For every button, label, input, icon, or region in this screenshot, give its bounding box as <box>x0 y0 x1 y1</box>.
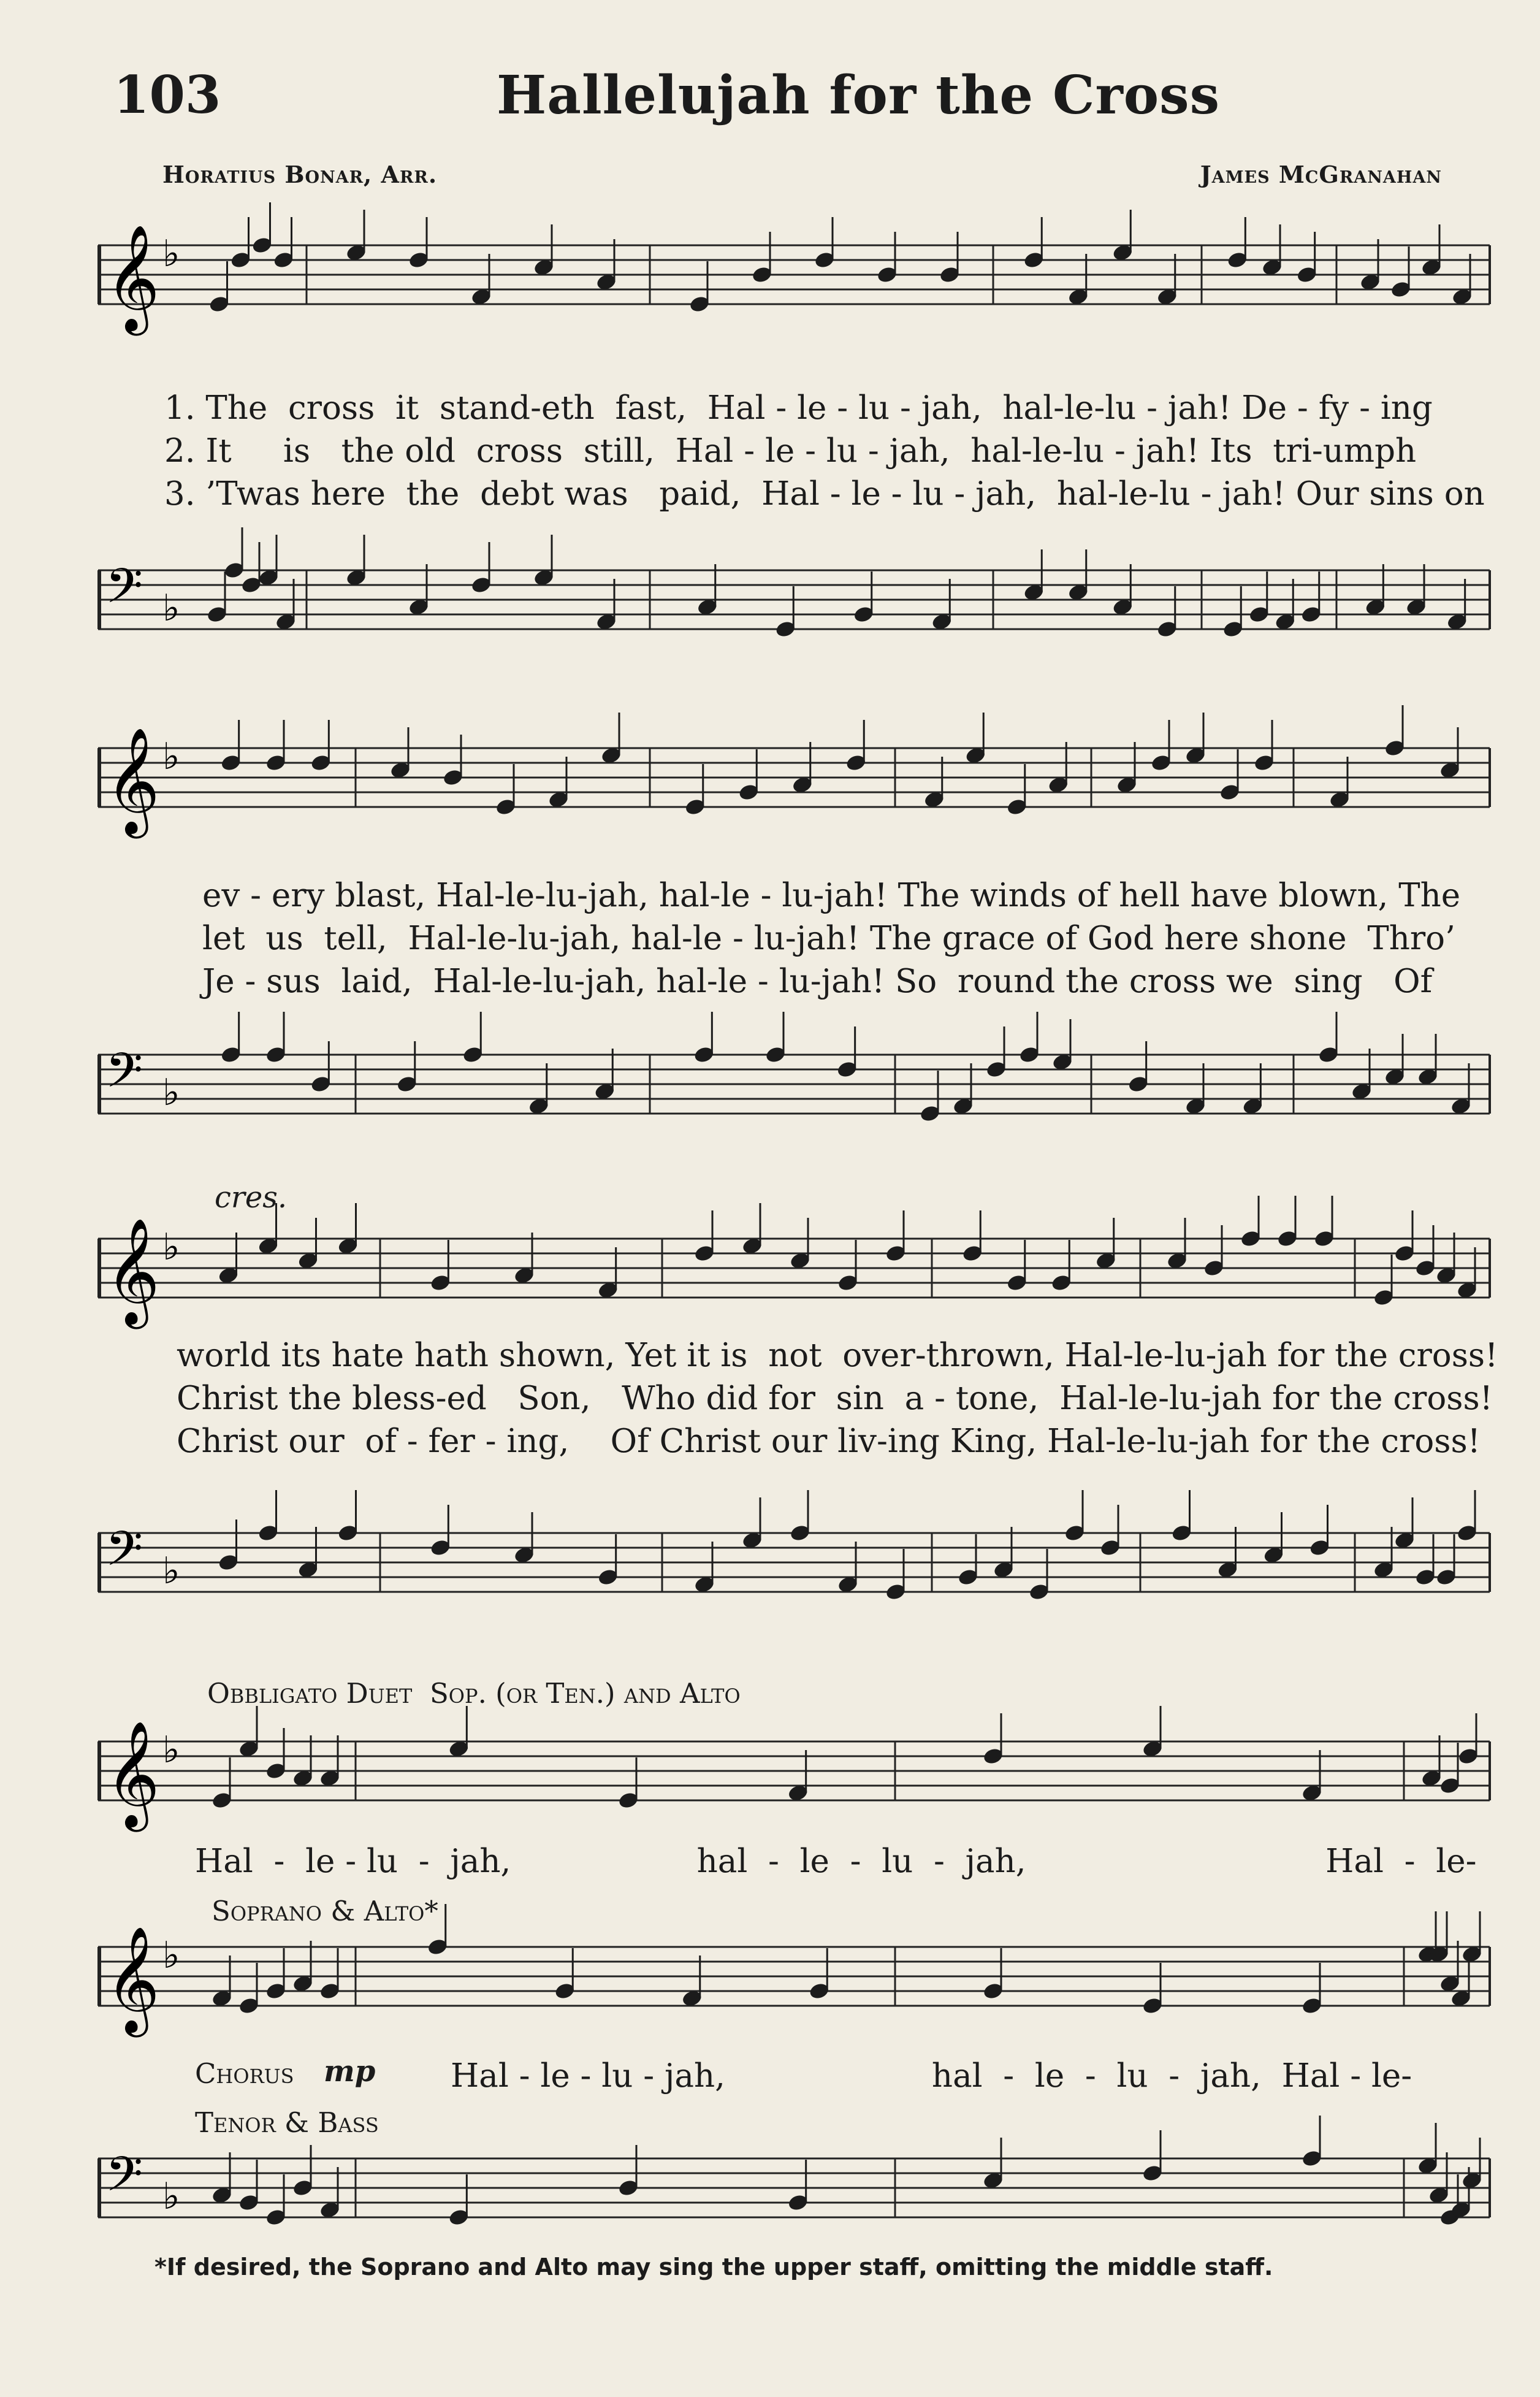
staff-lines <box>98 1239 1490 1298</box>
staff-system3-bass <box>98 1521 1490 1594</box>
flat-icon: ♭ <box>162 1729 180 1772</box>
system2-verse3: Je - sus laid, Hal-le-lu-jah, hal-le - lu-jah! So round the cross we sing Of <box>202 963 1433 1000</box>
staff-lines <box>98 1055 1490 1114</box>
staff-system1-treble <box>98 224 1490 331</box>
flat-icon: ♭ <box>162 2175 180 2218</box>
obbligato-lyric: Hal - le - lu - jah, hal - le - lu - jah, Hal - le- <box>195 1843 1477 1880</box>
soprano-alto-label: Soprano & Alto* <box>212 1895 438 1927</box>
treble-clef-icon: 𝄞 <box>105 1926 160 2033</box>
system2-verse2: let us tell, Hal-le-lu-jah, hal-le - lu-jah! The grace of God here shone Thro’ <box>202 920 1455 957</box>
system2-verse1: ev - ery blast, Hal-le-lu-jah, hal-le - lu-jah! The winds of hell have blown, The <box>202 877 1461 914</box>
flat-icon: ♭ <box>162 232 180 275</box>
flat-icon: ♭ <box>162 735 180 778</box>
cres-marking: cres. <box>215 1180 288 1215</box>
bass-clef-icon: 𝄢 <box>105 1043 143 1111</box>
hymn-number: 103 <box>113 64 221 125</box>
staff-lines <box>98 748 1490 807</box>
staff-system1-bass <box>98 559 1490 632</box>
bass-clef-icon: 𝄢 <box>105 1521 143 1589</box>
system1-verse3: 3. ’Twas here the debt was paid, Hal - le - lu - jah, hal-le-lu - jah! Our sins on <box>164 475 1485 513</box>
flat-icon: ♭ <box>162 1071 180 1114</box>
flat-icon: ♭ <box>162 587 180 630</box>
flat-icon: ♭ <box>162 1550 180 1592</box>
flat-icon: ♭ <box>162 1934 180 1977</box>
footnote: *If desired, the Soprano and Alto may sing the upper staff, omitting the middle staff. <box>154 2254 1273 2280</box>
staff-system2-treble <box>98 727 1490 834</box>
treble-clef-icon: 𝄞 <box>105 727 160 834</box>
chorus-label: Chorus <box>195 2057 294 2090</box>
staff-lines <box>98 1947 1490 2006</box>
composer-credit: James McGranahan <box>1200 161 1442 188</box>
system1-verse2: 2. It is the old cross still, Hal - le - lu - jah, hal-le-lu - jah! Its tri-umph <box>164 432 1417 470</box>
system3-verse1: world its hate hath shown, Yet it is not over-thrown, Hal-le-lu-jah for the cross! <box>177 1337 1498 1374</box>
chorus-lyric: Hal - le - lu - jah, hal - le - lu - jah, Hal - le- <box>451 2057 1412 2095</box>
flat-icon: ♭ <box>162 1226 180 1269</box>
hymn-title: Hallelujah for the Cross <box>497 64 1221 126</box>
staff-obbligato-duet <box>98 1721 1490 1827</box>
system3-verse2: Christ the bless-ed Son, Who did for sin a - tone, Hal-le-lu-jah for the cross! <box>177 1380 1493 1417</box>
obbligato-label: Obbligato Duet Sop. (or Ten.) and Alto <box>207 1677 741 1710</box>
tenor-bass-label: Tenor & Bass <box>195 2106 379 2139</box>
staff-system2-bass <box>98 1043 1490 1116</box>
bass-clef-icon: 𝄢 <box>105 559 143 626</box>
staff-chorus-soprano-alto <box>98 1926 1490 2033</box>
staff-system3-treble <box>98 1218 1490 1325</box>
system1-verse1: 1. The cross it stand-eth fast, Hal - le - lu - jah, hal-le-lu - jah! De - fy - ing <box>164 389 1433 427</box>
bass-clef-icon: 𝄢 <box>105 2147 143 2214</box>
author-credit: Horatius Bonar, Arr. <box>162 161 438 188</box>
treble-clef-icon: 𝄞 <box>105 1721 160 1827</box>
staff-chorus-tenor-bass <box>98 2147 1490 2220</box>
treble-clef-icon: 𝄞 <box>105 1218 160 1325</box>
chorus-dynamic: mp <box>324 2054 376 2089</box>
treble-clef-icon: 𝄞 <box>105 224 160 331</box>
system3-verse3: Christ our of - fer - ing, Of Christ our liv-ing King, Hal-le-lu-jah for the cross! <box>177 1423 1481 1460</box>
